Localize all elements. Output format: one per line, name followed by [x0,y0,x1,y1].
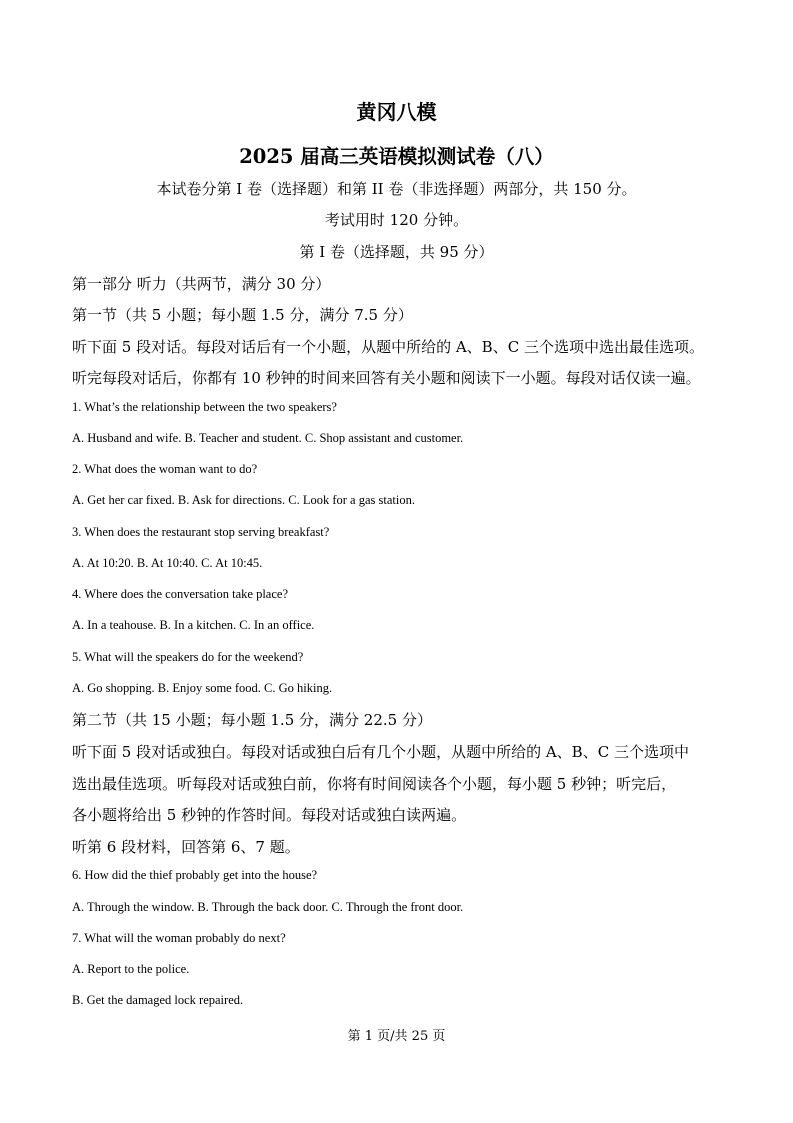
section2-instruction-1: 听下面 5 段对话或独白。每段对话或独白后有几个小题，从题中所给的 A、B、C 三个选项中 [72,743,689,761]
exam-time: 考试用时 120 分钟。 [324,211,469,229]
section2-heading: 第二节（共 15 小题；每小题 1.5 分，满分 22.5 分） [72,711,432,729]
part1-heading: 第一部分 听力（共两节，满分 30 分） [72,275,331,293]
question-2-options: A. Get her car fixed. B. Ask for directions. C. Look for a gas station. [72,493,415,507]
section1-heading: 第一节（共 5 小题；每小题 1.5 分，满分 7.5 分） [72,306,413,324]
question-3-options: A. At 10:20. B. At 10:40. C. At 10:45. [72,556,263,570]
question-7: 7. What will the woman probably do next? [72,931,286,945]
section2-instruction-2: 选出最佳选项。听每段对话或独白前，你将有时间阅读各个小题，每小题 5 秒钟；听完后， [72,775,677,793]
exam-title: 2025 届高三英语模拟测试卷（八） [239,145,554,168]
question-1-options: A. Husband and wife. B. Teacher and student. C. Shop assistant and customer. [72,431,464,445]
question-2: 2. What does the woman want to do? [72,462,258,476]
exam-series-title: 黄冈八模 [356,100,437,124]
volume-heading: 第 I 卷（选择题，共 95 分） [299,243,494,261]
question-7-option-b: B. Get the damaged lock repaired. [72,993,244,1007]
question-6-options: A. Through the window. B. Through the back door. C. Through the front door. [72,900,464,914]
question-4-options: A. In a teahouse. B. In a kitchen. C. In an office. [72,618,315,632]
exam-intro: 本试卷分第 I 卷（选择题）和第 II 卷（非选择题）两部分，共 150 分。 [156,180,637,198]
question-5: 5. What will the speakers do for the weekend? [72,650,304,664]
question-5-options: A. Go shopping. B. Enjoy some food. C. Go hiking. [72,681,333,695]
section1-instruction-2: 听完每段对话后，你都有 10 秒钟的时间来回答有关小题和阅读下一小题。每段对话仅读一遍。 [72,369,701,387]
question-3: 3. When does the restaurant stop serving breakfast? [72,525,330,539]
section2-instruction-3: 各小题将给出 5 秒钟的作答时间。每段对话或独白读两遍。 [72,806,467,824]
question-4: 4. Where does the conversation take place? [72,587,288,601]
question-6: 6. How did the thief probably get into the house? [72,868,318,882]
section1-instruction-1: 听下面 5 段对话。每段对话后有一个小题，从题中所给的 A、B、C 三个选项中选出最佳选项。 [72,338,704,356]
question-1: 1. What’s the relationship between the two speakers? [72,400,337,414]
question-7-option-a: A. Report to the police. [72,962,190,976]
material-instruction: 听第 6 段材料，回答第 6、7 题。 [72,838,300,856]
page-footer: 第 1 页/共 25 页 [347,1029,446,1044]
